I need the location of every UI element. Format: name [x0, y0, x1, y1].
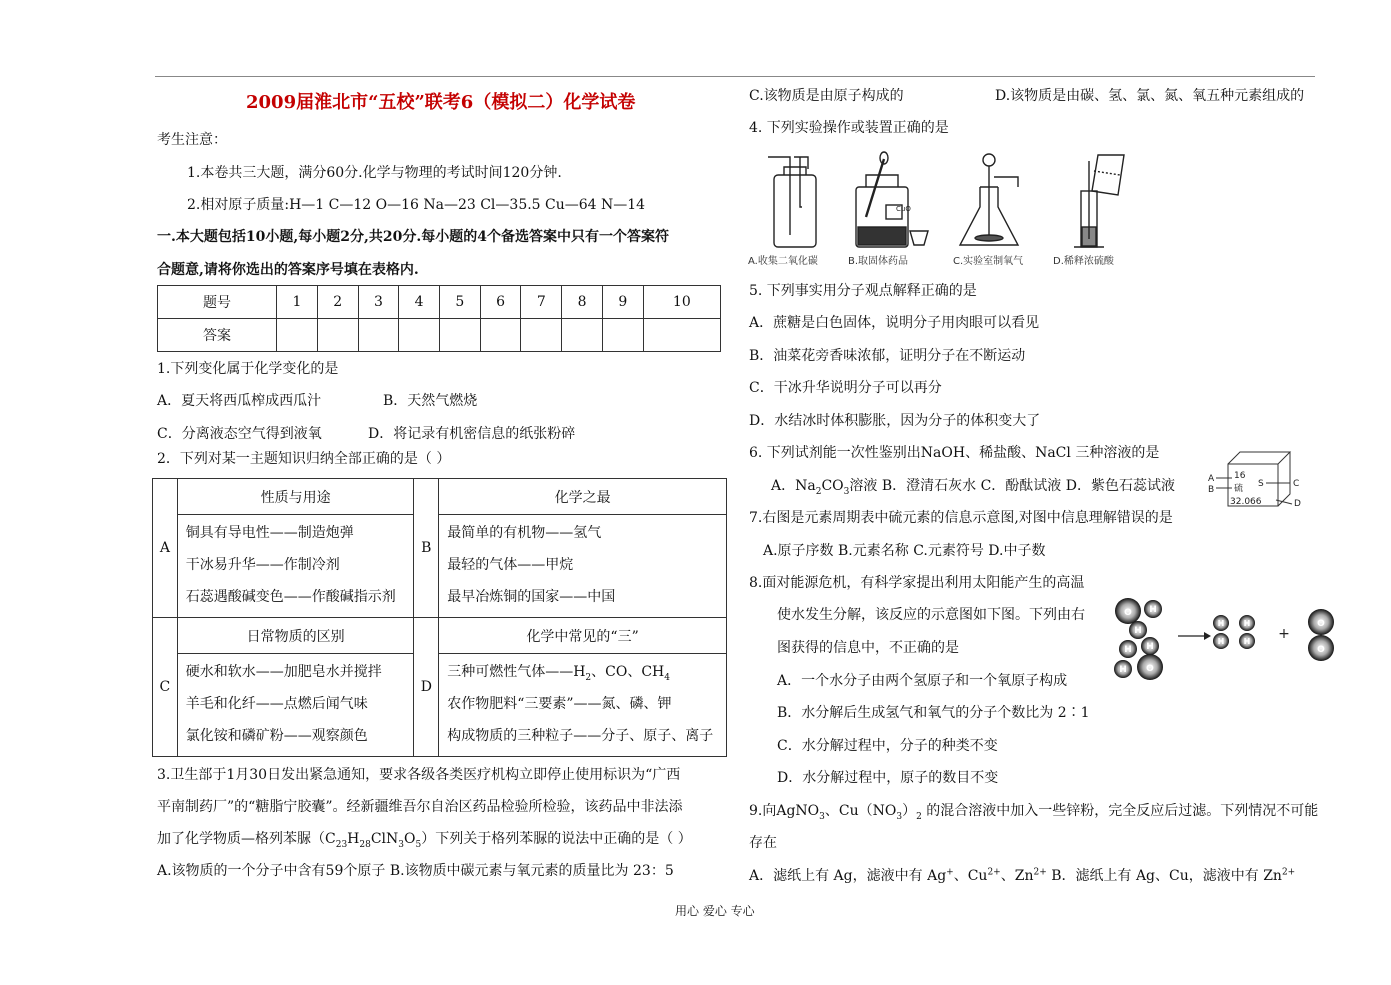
q2-d-line-gases: 三种可燃性气体$——H_2$、CO、$CH_4$	[447, 664, 671, 683]
answer-table-row-label: 答案	[158, 319, 277, 352]
element-name: 硫	[1234, 484, 1244, 494]
q2-a-content	[177, 515, 414, 618]
q8-option-b: B．水分解后生成氢气和氧气的分子个数比为 2∶1	[777, 705, 1090, 721]
answer-cell[interactable]	[277, 319, 318, 352]
q2-a-heading: 性质与用途	[177, 479, 414, 515]
q3-option-c: C.该物质是由原子构成的	[749, 88, 904, 104]
answer-cell[interactable]	[399, 319, 440, 352]
q2-b-line: 最简单的有机物——氢气	[447, 525, 602, 541]
element-pointer-a: A	[1208, 474, 1215, 484]
element-pointer-c: C	[1293, 479, 1300, 489]
q3-line-2: 平南制药厂”的“糖脂宁胶囊”。经新疆维吾尔自治区药品检验所检验，该药品中非法添	[157, 799, 683, 815]
q2-b-line: 最早冶炼铜的国家——中国	[447, 589, 616, 605]
reaction-arrow	[1178, 632, 1211, 640]
q4-stem: 4. 下列实验操作或装置正确的是	[749, 120, 949, 136]
answer-number: 7	[521, 286, 562, 319]
answer-number: 6	[480, 286, 521, 319]
answer-number: 5	[440, 286, 481, 319]
q5-option-d: D．水结冰时体积膨胀，因为分子的体积变大了	[749, 413, 1041, 429]
answer-table	[157, 285, 721, 352]
q2-b-content	[439, 515, 727, 618]
q1-option-c: C．分离液态空气得到液氧	[157, 426, 322, 442]
answer-cell[interactable]	[480, 319, 521, 352]
q5-stem: 5. 下列事实用分子观点解释正确的是	[749, 283, 977, 299]
section1-instruction-1: 一.本大题包括10小题,每小题2分,共20分.每小题的4个备选答案中只有一个答案符	[157, 229, 669, 245]
q5-option-b: B．油菜花旁香味浓郁，证明分子在不断运动	[749, 348, 1026, 364]
answer-number: 9	[602, 286, 643, 319]
q8-line-3: 图获得的信息中，不正确的是	[777, 640, 959, 656]
q2-knowledge-table	[152, 478, 727, 757]
header-rule	[155, 76, 1315, 77]
q2-a-line: 铜具有导电性——制造炮弹	[185, 525, 354, 541]
q2-d-content	[439, 654, 727, 757]
element-symbol: S	[1258, 479, 1264, 489]
answer-cell[interactable]	[317, 319, 358, 352]
q8-line-2: 使水发生分解，该反应的示意图如下图。下列由右	[777, 607, 1085, 623]
page-title: 2009届淮北市“五校”联考6（模拟二）化学试卷	[246, 92, 636, 113]
svg-text:H: H	[1149, 605, 1157, 615]
q6-stem: 6. 下列试剂能一次性鉴别出NaOH、稀盐酸、NaCl 三种溶液的是	[749, 445, 1160, 461]
q2-a-line: 石蕊遇酸碱变色——作酸碱指示剂	[185, 589, 396, 605]
element-pointer-d: D	[1294, 499, 1301, 509]
q8-line-1: 8.面对能源危机，有科学家提出利用太阳能产生的高温	[749, 575, 1085, 591]
answer-cell[interactable]	[602, 319, 643, 352]
element-info-box	[1206, 448, 1306, 510]
answer-number: 1	[277, 286, 318, 319]
q4-apparatus-figure	[748, 147, 1138, 272]
answer-cell[interactable]	[562, 319, 603, 352]
q9-options: A．滤纸上有 Ag，滤液中有 Ag+、$Cu^{2+}$、$Zn^{2+}$ B．滤纸上有 Ag、Cu，滤液中有 $Zn^{2+}$	[749, 867, 1296, 884]
q2-d-line: 农作物肥料“三要素”——氮、磷、钾	[447, 696, 672, 712]
answer-cell[interactable]	[440, 319, 481, 352]
answer-number: 2	[317, 286, 358, 319]
q2-d-heading: 化学中常见的“三”	[439, 618, 727, 654]
q2-label-c: C	[153, 618, 178, 757]
svg-text:H: H	[1146, 642, 1154, 652]
notice-line-2: 2.相对原子质量:H—1 C—12 O—16 Na—23 Cl—35.5 Cu—64 N—14	[187, 197, 646, 213]
svg-text:H: H	[1243, 619, 1251, 628]
q1-option-a: A．夏天将西瓜榨成西瓜汁	[157, 393, 322, 409]
notice-heading: 考生注意：	[157, 132, 227, 148]
q4-caption-a: A.收集二氧化碳	[748, 256, 818, 267]
svg-text:H: H	[1217, 619, 1225, 628]
q3-line-3: 加了化学物质—格列苯脲$(C_{23}H_{28}ClN_3O_5)$下列关于格列苯脲的说法中正确的是（ ）	[157, 831, 692, 850]
svg-text:H: H	[1119, 665, 1127, 675]
answer-cell[interactable]	[643, 319, 720, 352]
element-pointer-b: B	[1208, 485, 1215, 495]
q8-option-d: D．水分解过程中，原子的数目不变	[777, 770, 999, 786]
q2-label-a: A	[153, 479, 178, 618]
answer-number: 10	[643, 286, 720, 319]
q2-label-d: D	[414, 618, 439, 757]
q5-option-a: A．蔗糖是白色固体，说明分子用肉眼可以看见	[749, 315, 1040, 331]
q2-c-content	[177, 654, 414, 757]
q4-caption-d: D.稀释浓硫酸	[1053, 256, 1114, 267]
svg-text:H: H	[1124, 645, 1132, 655]
q3-option-d: D.该物质是由碳、氢、氯、氮、氧五种元素组成的	[995, 88, 1305, 104]
q2-label-b: B	[414, 479, 439, 618]
svg-text:H: H	[1243, 637, 1251, 646]
answer-table-row-label: 题号	[158, 286, 277, 319]
element-mass: 32.066	[1230, 497, 1262, 507]
svg-text:O: O	[1317, 619, 1325, 629]
water-decomposition-diagram	[1108, 594, 1343, 686]
q2-c-heading: 日常物质的区别	[177, 618, 414, 654]
answer-number: 3	[358, 286, 399, 319]
gas-bottle-icon	[774, 175, 816, 247]
q9-line-1: 9.向AgNO$_3$、$Cu(NO_3)_2$ 的混合溶液中加入一些锌粉，完全反应后过滤。下列情况不可能	[749, 803, 1319, 822]
svg-text:H: H	[1217, 637, 1225, 646]
q7-stem: 7.右图是元素周期表中硫元素的信息示意图,对图中信息理解错误的是	[749, 510, 1173, 526]
answer-table-number-row	[158, 286, 721, 319]
cuo-label: CuO	[896, 205, 911, 213]
section1-instruction-2: 合题意,请将你选出的答案序号填在表格内.	[157, 262, 419, 278]
q8-option-a: A．一个水分子由两个氢原子和一个氧原子构成	[777, 673, 1068, 689]
notice-line-1: 1.本卷共三大题，满分60分.化学与物理的考试时间120分钟.	[187, 165, 562, 181]
q7-options: A.原子序数 B.元素名称 C.元素符号 D.中子数	[763, 543, 1046, 559]
answer-cell[interactable]	[521, 319, 562, 352]
answer-number: 4	[399, 286, 440, 319]
q5-option-c: C．干冰升华说明分子可以再分	[749, 380, 942, 396]
q4-caption-b: B.取固体药品	[848, 256, 909, 267]
q2-b-heading: 化学之最	[439, 479, 727, 515]
q1-option-d: D．将记录有机密信息的纸张粉碎	[368, 426, 576, 442]
svg-text:O: O	[1317, 645, 1325, 655]
plus-sign: +	[1278, 626, 1290, 642]
svg-text:O: O	[1146, 664, 1154, 674]
q2-c-line: 硬水和软水——加肥皂水并搅拌	[185, 664, 382, 680]
q4-caption-c: C.实验室制氧气	[953, 256, 1024, 267]
q1-option-b: B．天然气燃烧	[383, 393, 478, 409]
svg-text:H: H	[1134, 626, 1142, 636]
q9-line-2: 存在	[749, 835, 777, 851]
q2-c-line: 氯化铵和磷矿粉——观察颜色	[185, 728, 368, 744]
q6-options: A．$Na_2CO_3$溶液 B．澄清石灰水 C．酚酞试液 D．紫色石蕊试液	[771, 478, 1175, 497]
q2-d-line: 构成物质的三种粒子——分子、原子、离子	[447, 728, 714, 744]
q3-line-1: 3.卫生部于1月30日发出紧急通知，要求各级各类医疗机构立即停止使用标识为“广西	[157, 767, 681, 783]
element-atomic-number: 16	[1234, 471, 1246, 481]
page-footer: 用心 爱心 专心	[675, 904, 755, 918]
q2-b-line: 最轻的气体——甲烷	[447, 557, 574, 573]
q8-option-c: C．水分解过程中，分子的种类不变	[777, 738, 998, 754]
svg-text:O: O	[1124, 608, 1132, 618]
answer-table-answer-row	[158, 319, 721, 352]
answer-number: 8	[562, 286, 603, 319]
q1-stem: 1.下列变化属于化学变化的是	[157, 361, 339, 377]
q2-stem: 2．下列对某一主题知识归纳全部正确的是（ ）	[157, 451, 451, 467]
q2-c-line: 羊毛和化纤——点燃后闻气味	[185, 696, 368, 712]
answer-cell[interactable]	[358, 319, 399, 352]
q2-a-line: 干冰易升华——作制冷剂	[185, 557, 340, 573]
q3-options-ab: A.该物质的一个分子中含有59个原子 B.该物质中碳元素与氧元素的质量比为 23：5	[157, 863, 674, 879]
